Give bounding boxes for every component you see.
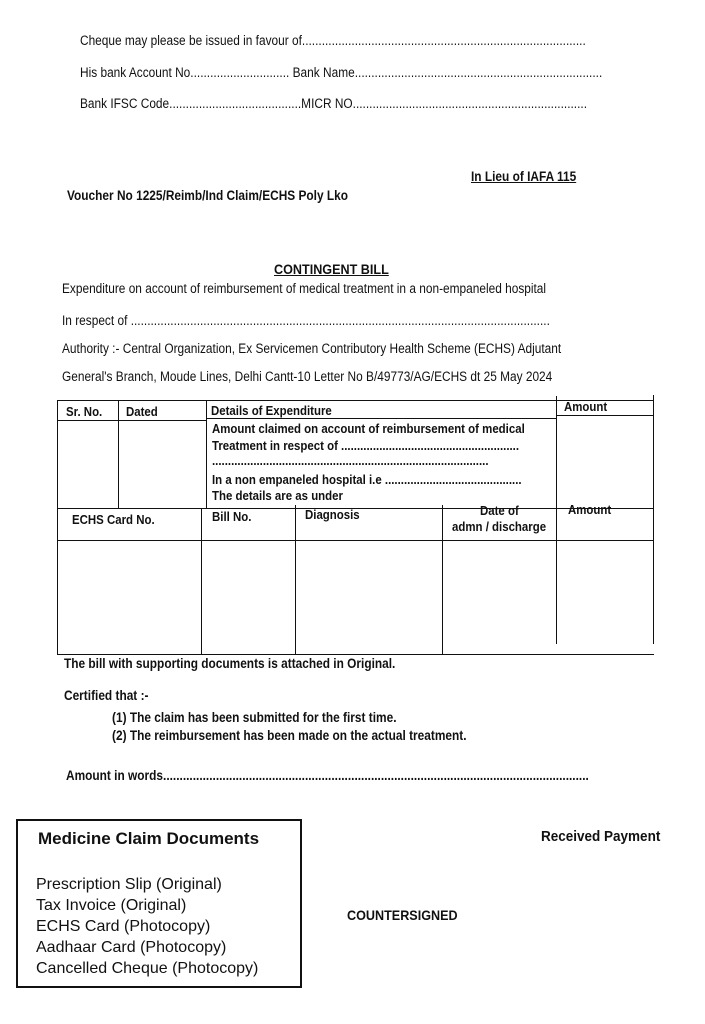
details-line-2: Treatment in respect of ........................................................ <box>212 438 520 453</box>
doc-item: Aadhaar Card (Photocopy) <box>36 939 227 956</box>
sub-header-bill-no: Bill No. <box>212 509 252 524</box>
bank-account-label: His bank Account No <box>80 65 191 80</box>
medicine-box-title: Medicine Claim Documents <box>38 829 260 848</box>
bank-account-blank: .............................. <box>190 65 290 80</box>
bank-name-label: Bank Name <box>292 65 355 80</box>
doc-item: Prescription Slip (Original) <box>36 876 222 893</box>
received-payment: Received Payment <box>541 828 661 845</box>
in-lieu-label: In Lieu of IAFA 115 <box>471 169 577 184</box>
ifsc-label: Bank IFSC Code <box>80 96 170 111</box>
respect-line <box>62 313 550 328</box>
micr-blank: ....................................................................... <box>352 96 588 111</box>
authority-line-2: General's Branch, Moude Lines, Delhi Cantt-10 Letter No B/49773/AG/ECHS dt 25 May 2024 <box>62 369 553 384</box>
doc-item: ECHS Card (Photocopy) <box>36 918 211 935</box>
authority-line-1: Authority :- Central Organization, Ex Servicemen Contributory Health Scheme (ECHS) Adjutant <box>62 341 562 356</box>
certified-item-2: (2) The reimbursement has been made on the actual treatment. <box>112 728 467 743</box>
amount-in-words-label: Amount in words <box>66 768 164 783</box>
bank-account-line <box>80 65 602 80</box>
details-line-5: The details are as under <box>212 488 343 503</box>
details-line-1: Amount claimed on account of reimbursement of medical <box>212 421 525 436</box>
expenditure-line: Expenditure on account of reimbursement of medical treatment in a non-empaneled hospital <box>62 281 547 296</box>
sub-header-date-line-1: Date of <box>480 503 519 518</box>
sub-header-echs-card: ECHS Card No. <box>72 512 155 527</box>
header-amount: Amount <box>564 399 608 414</box>
medicine-doc-list <box>36 874 258 979</box>
header-sr-no: Sr. No. <box>66 404 103 419</box>
attached-note: The bill with supporting documents is attached in Original. <box>64 656 396 671</box>
sub-header-date-line-2: admn / discharge <box>452 519 547 534</box>
amount-in-words-blank: ................................................................................................................................. <box>163 768 589 783</box>
ifsc-micr-line <box>80 96 587 111</box>
header-details: Details of Expenditure <box>211 403 332 418</box>
doc-item: Tax Invoice (Original) <box>36 897 187 914</box>
cheque-favour-blank: ...................................................................................... <box>301 33 586 48</box>
bank-name-blank: ........................................................................... <box>354 65 603 80</box>
voucher-number: Voucher No 1225/Reimb/Ind Claim/ECHS Poly Lko <box>67 188 349 203</box>
details-line-4: In a non empaneled hospital i.e ........................................... <box>212 472 522 487</box>
micr-label: MICR NO <box>301 96 353 111</box>
details-line-3: ....................................................................................... <box>212 453 489 468</box>
bill-title: CONTINGENT BILL <box>274 261 389 277</box>
sub-header-amount: Amount <box>568 502 612 517</box>
certified-item-1: (1) The claim has been submitted for the first time. <box>112 710 397 725</box>
respect-blank: ............................................................................................................................... <box>130 313 550 328</box>
cheque-favour-line <box>80 33 586 48</box>
respect-label: In respect of <box>62 313 128 328</box>
countersigned: COUNTERSIGNED <box>347 907 458 923</box>
ifsc-blank: ........................................ <box>169 96 302 111</box>
sub-header-diagnosis: Diagnosis <box>305 507 360 522</box>
cheque-favour-label: Cheque may please be issued in favour of <box>80 33 302 48</box>
header-dated: Dated <box>126 404 158 419</box>
doc-item: Cancelled Cheque (Photocopy) <box>36 960 259 977</box>
certified-label: Certified that :- <box>64 688 149 703</box>
amount-in-words-line <box>66 768 589 783</box>
medicine-claim-box <box>16 819 302 988</box>
